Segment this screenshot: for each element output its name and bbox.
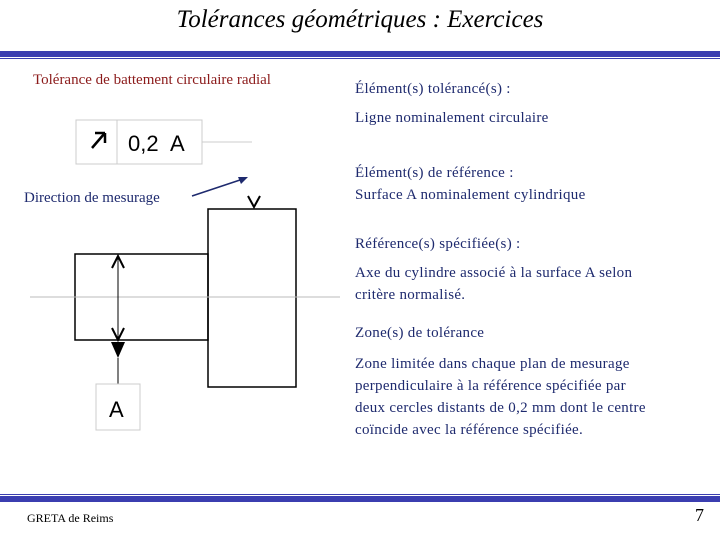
tolerance-type-label: Tolérance de battement circulaire radial [33, 72, 271, 88]
datum-dimension [111, 256, 125, 384]
footer-rule [0, 496, 720, 502]
datum-box [96, 384, 140, 430]
zone-line-3: deux cercles distants de 0,2 mm dont le centre [355, 400, 646, 416]
measurement-direction-arrow [192, 177, 248, 196]
toleranced-heading: Élément(s) tolérancé(s) : [355, 81, 511, 97]
tolerance-frame [76, 120, 252, 164]
frame-value: 0,2 [128, 131, 159, 156]
reference-heading: Élément(s) de référence : [355, 165, 514, 181]
frame-datum: A [170, 131, 185, 156]
specified-line-1: Axe du cylindre associé à la surface A selon [355, 265, 633, 281]
leader-arrow [248, 196, 260, 207]
specified-line-2: critère normalisé. [355, 287, 466, 303]
zone-line-1: Zone limitée dans chaque plan de mesurage [355, 356, 630, 372]
datum-letter: A [109, 397, 124, 422]
page-number: 7 [695, 505, 704, 525]
zone-heading: Zone(s) de tolérance [355, 325, 485, 341]
toleranced-text: Ligne nominalement circulaire [355, 110, 549, 126]
zone-line-4: coïncide avec la référence spécifiée. [355, 422, 584, 438]
reference-text: Surface A nominalement cylindrique [355, 187, 586, 203]
specified-heading: Référence(s) spécifiée(s) : [355, 236, 521, 252]
footer-rule-thin [0, 494, 720, 495]
part-outline [75, 209, 296, 387]
footer-organization: GRETA de Reims [27, 511, 114, 525]
direction-label: Direction de mesurage [24, 190, 160, 206]
page-title: Tolérances géométriques : Exercices [176, 6, 544, 33]
circular-runout-icon [92, 133, 105, 148]
zone-line-2: perpendiculaire à la référence spécifiée par [355, 378, 626, 394]
